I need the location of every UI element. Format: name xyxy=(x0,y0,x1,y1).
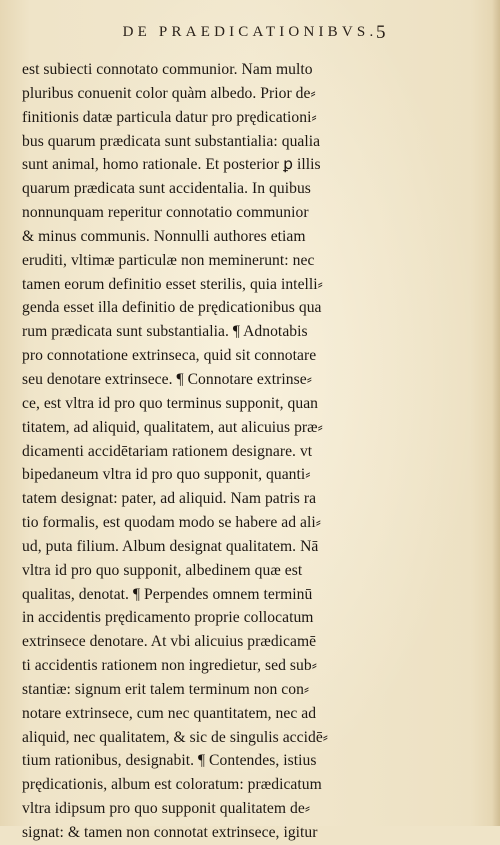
text-line: bus quarum prædicata sunt substantialia: qualia xyxy=(22,132,321,150)
text-line: titatem, ad aliquid, qualitatem, aut alicuius præ⸗ xyxy=(22,418,323,436)
text-line: & minus communis. Nonnulli authores etiam xyxy=(22,227,306,245)
text-line: dicamenti accidētariam rationem designare. vt xyxy=(22,442,313,460)
text-line: tio formalis, est quodam modo se habere ad ali⸗ xyxy=(22,514,321,532)
text-line: qualitas, denotat. ¶ Perpendes omnem terminū xyxy=(22,585,313,603)
text-line: genda esset illa definitio de prędicationibus qua xyxy=(22,299,322,317)
page-number: 5 xyxy=(376,22,386,43)
text-line: ti accidentis rationem non ingredietur, sed sub⸗ xyxy=(22,657,317,675)
text-line: bipedaneum vltra id pro quo supponit, quanti⸗ xyxy=(22,466,311,484)
text-line: sunt animal, homo rationale. Et posterior ꝑ illis xyxy=(22,156,321,174)
text-line: nonnunquam reperitur connotatio communior xyxy=(22,204,309,222)
page-header xyxy=(0,24,500,48)
text-line: stantiæ: signum erit talem terminum non con⸗ xyxy=(22,680,310,698)
text-line: extrinsece denotare. At vbi alicuius prædicamē xyxy=(22,633,317,651)
body-text xyxy=(22,58,390,845)
text-line: aliquid, nec qualitatem, & sic de singulis accidē⸗ xyxy=(22,728,329,746)
text-line: tamen eorum definitio esset sterilis, quia intelli⸗ xyxy=(22,275,323,293)
text-line: ud, puta filium. Album designat qualitatem. Nā xyxy=(22,537,319,555)
text-line: pluribus conuenit color quàm albedo. Prior de⸗ xyxy=(22,84,316,102)
text-line: quarum prædicata sunt accidentalia. In quibus xyxy=(22,180,311,198)
text-line: eruditi, vltimæ particulæ non meminerunt: nec xyxy=(22,251,315,269)
text-line: vltra idipsum pro quo supponit qualitatem de⸗ xyxy=(22,800,311,818)
paper-edge xyxy=(492,0,500,826)
text-line: tatem designat: pater, ad aliquid. Nam patris ra xyxy=(22,490,317,508)
text-line: rum prædicata sunt substantialia. ¶ Adnotabis xyxy=(22,323,308,341)
running-head: DE PRAEDICATIONIBVS. xyxy=(122,24,378,40)
text-line: notare extrinsece, cum nec quantitatem, nec ad xyxy=(22,704,317,722)
text-line: ce, est vltra id pro quo terminus supponit, quan xyxy=(22,394,319,412)
text-line: tium rationibus, designabit. ¶ Contendes, istius xyxy=(22,752,317,770)
text-line: pro connotatione extrinseca, quid sit connotare xyxy=(22,347,317,365)
text-line: signat: & tamen non connotat extrinsece, igitur xyxy=(22,824,318,841)
text-line: finitionis datæ particula datur pro prędicationi⸗ xyxy=(22,108,317,126)
text-line: vltra id pro quo supponit, albedinem quæ est xyxy=(22,561,303,579)
text-line: in accidentis prędicamento proprie collocatum xyxy=(22,609,314,627)
text-line: est subiecti connotato communior. Nam multo xyxy=(22,61,313,78)
text-line: prędicationis, album est coloratum: prædicatum xyxy=(22,776,322,794)
text-line: seu denotare extrinsece. ¶ Connotare extrinse⸗ xyxy=(22,370,312,388)
